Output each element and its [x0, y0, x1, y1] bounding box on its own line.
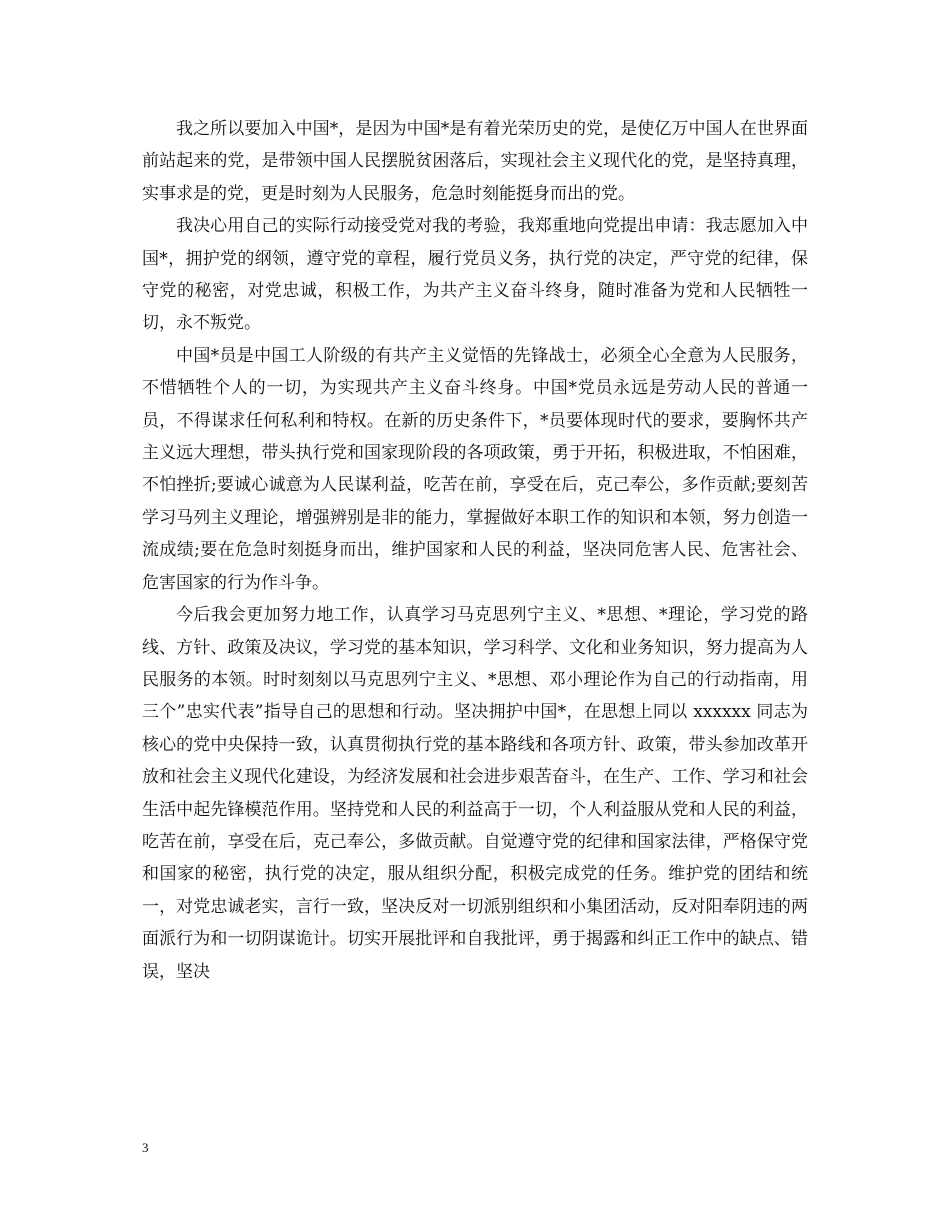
page-number: 3 — [142, 1140, 149, 1155]
paragraph-4: 今后我会更加努力地工作，认真学习马克思列宁主义、*思想、*理论，学习党的路线、方针、政策及决议，学习党的基本知识，学习科学、文化和业务知识，努力提高为人民服务的本领。时时刻刻以马克思列宁主义、*思想、邓小理论作为自己的行动指南，用三个”忠实代表”指导自己的思想和行动。坚决拥护中国*，在思想上同以 xxxxxx 同志为核心的党中央保持一致，认真贯彻执行党的基本路线和各项方针、政策，带头参加改革开放和社会主义现代化建设，为经济发展和社会进步艰苦奋斗，在生产、工作、学习和社会生活中起先锋模范作用。坚持党和人民的利益高于一切，个人利益服从党和人民的利益，吃苦在前，享受在后，克己奉公，多做贡献。自觉遵守党的纪律和国家法律，严格保守党和国家的秘密，执行党的决定，服从组织分配，积极完成党的任务。维护党的团结和统一，对党忠诚老实，言行一致，坚决反对一切派别组织和小集团活动，反对阳奉阴违的两面派行为和一切阴谋诡计。切实开展批评和自我批评，勇于揭露和纠正工作中的缺点、错误，坚决 — [142, 605, 808, 982]
body-text — [142, 113, 808, 988]
paragraph-1: 我之所以要加入中国*，是因为中国*是有着光荣历史的党，是使亿万中国人在世界面前站起来的党，是带领中国人民摆脱贫困落后，实现社会主义现代化的党，是坚持真理，实事求是的党，更是时刻为人民服务，危急时刻能挺身而出的党。 — [142, 119, 808, 204]
paragraph-2: 我决心用自己的实际行动接受党对我的考验，我郑重地向党提出申请：我志愿加入中国*，拥护党的纲领，遵守党的章程，履行党员义务，执行党的决定，严守党的纪律，保守党的秘密，对党忠诚，积极工作，为共产主义奋斗终身，随时准备为党和人民牺牲一切，永不叛党。 — [142, 216, 808, 334]
paragraph-3: 中国*员是中国工人阶级的有共产主义觉悟的先锋战士，必须全心全意为人民服务，不惜牺牲个人的一切，为实现共产主义奋斗终身。中国*党员永远是劳动人民的普通一员，不得谋求任何私利和特权。在新的历史条件下，*员要体现时代的要求，要胸怀共产主义远大理想，带头执行党和国家现阶段的各项政策，勇于开拓，积极进取，不怕困难，不怕挫折;要诚心诚意为人民谋利益，吃苦在前，享受在后，克己奉公，多作贡献;要刻苦学习马列主义理论，增强辨别是非的能力，掌握做好本职工作的知识和本领，努力创造一流成绩;要在危急时刻挺身而出，维护国家和人民的利益，坚决同危害人民、危害社会、危害国家的行为作斗争。 — [142, 345, 808, 593]
